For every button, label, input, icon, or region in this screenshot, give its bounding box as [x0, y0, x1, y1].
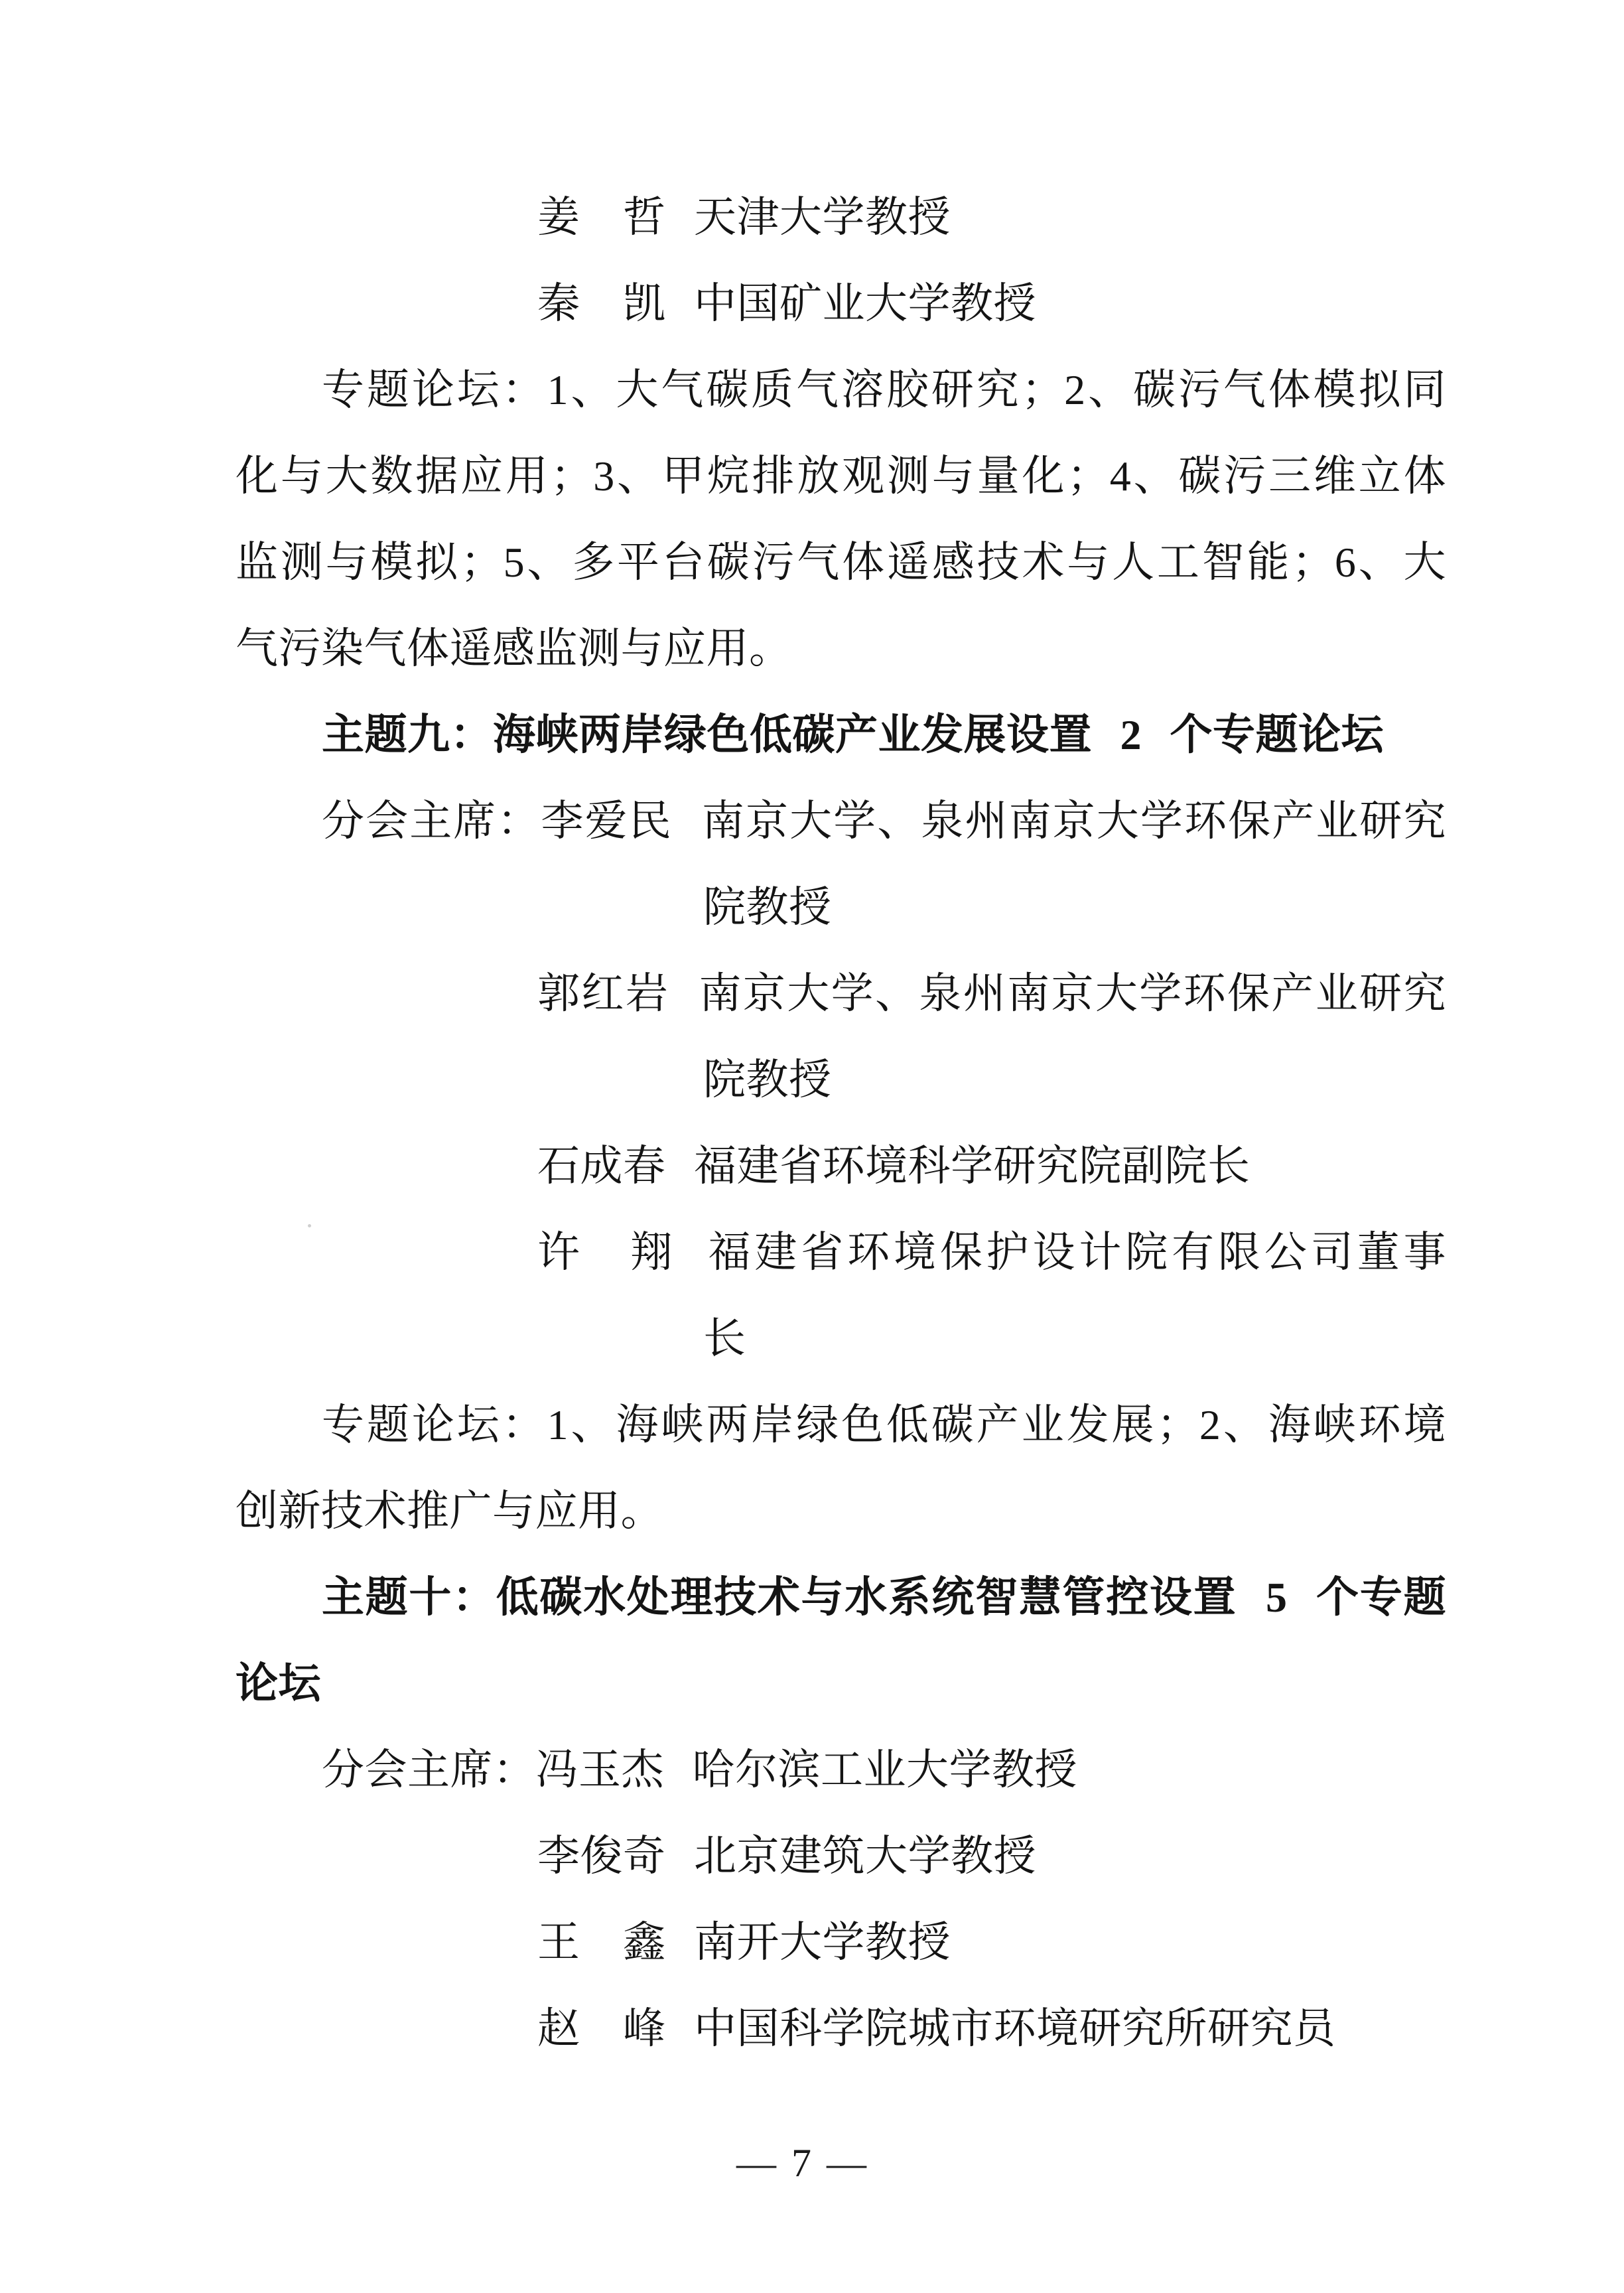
text-line: 主题十：低碳水处理技术与水系统智慧管控设置 5 个专题 [322, 1574, 1446, 1621]
text-line: 郭红岩 南京大学、泉州南京大学环保产业研究 [537, 970, 1446, 1017]
text-line: 赵 峰 中国科学院城市环境研究所研究员 [537, 2005, 1336, 2052]
text-line: 石成春 福建省环境科学研究院副院长 [537, 1143, 1251, 1190]
text-line: 许 翔 福建省环境保护设计院有限公司董事 [537, 1229, 1446, 1276]
text-line: 李俊奇 北京建筑大学教授 [537, 1833, 1036, 1880]
text-line: 秦 凯 中国矿业大学教授 [537, 280, 1036, 327]
text-line: 监测与模拟；5、多平台碳污气体遥感技术与人工智能；6、大 [236, 539, 1446, 586]
text-line: 院教授 [703, 884, 832, 931]
scan-speck [308, 1224, 311, 1227]
document-body [236, 174, 1446, 2072]
text-line: 论坛 [236, 1660, 321, 1707]
text-line: 专题论坛：1、海峡两岸绿色低碳产业发展；2、海峡环境 [322, 1401, 1446, 1448]
text-line: 姜 哲 天津大学教授 [537, 194, 951, 241]
text-line: 专题论坛：1、大气碳质气溶胶研究；2、碳污气体模拟同 [322, 366, 1446, 413]
text-line: 分会主席：冯玉杰 哈尔滨工业大学教授 [322, 1746, 1077, 1793]
text-line: 主题九：海峡两岸绿色低碳产业发展设置 2 个专题论坛 [322, 711, 1384, 758]
text-line: 长 [703, 1315, 746, 1362]
text-line: 化与大数据应用；3、甲烷排放观测与量化；4、碳污三维立体 [236, 452, 1446, 500]
text-line: 分会主席：李爱民 南京大学、泉州南京大学环保产业研究 [322, 798, 1446, 845]
page-number: — 7 — [736, 2141, 869, 2185]
text-line: 创新技术推广与应用。 [236, 1488, 663, 1535]
text-line: 王 鑫 南开大学教授 [537, 1919, 951, 1966]
text-line: 院教授 [703, 1056, 832, 1103]
text-line: 气污染气体遥感监测与应用。 [236, 625, 792, 672]
